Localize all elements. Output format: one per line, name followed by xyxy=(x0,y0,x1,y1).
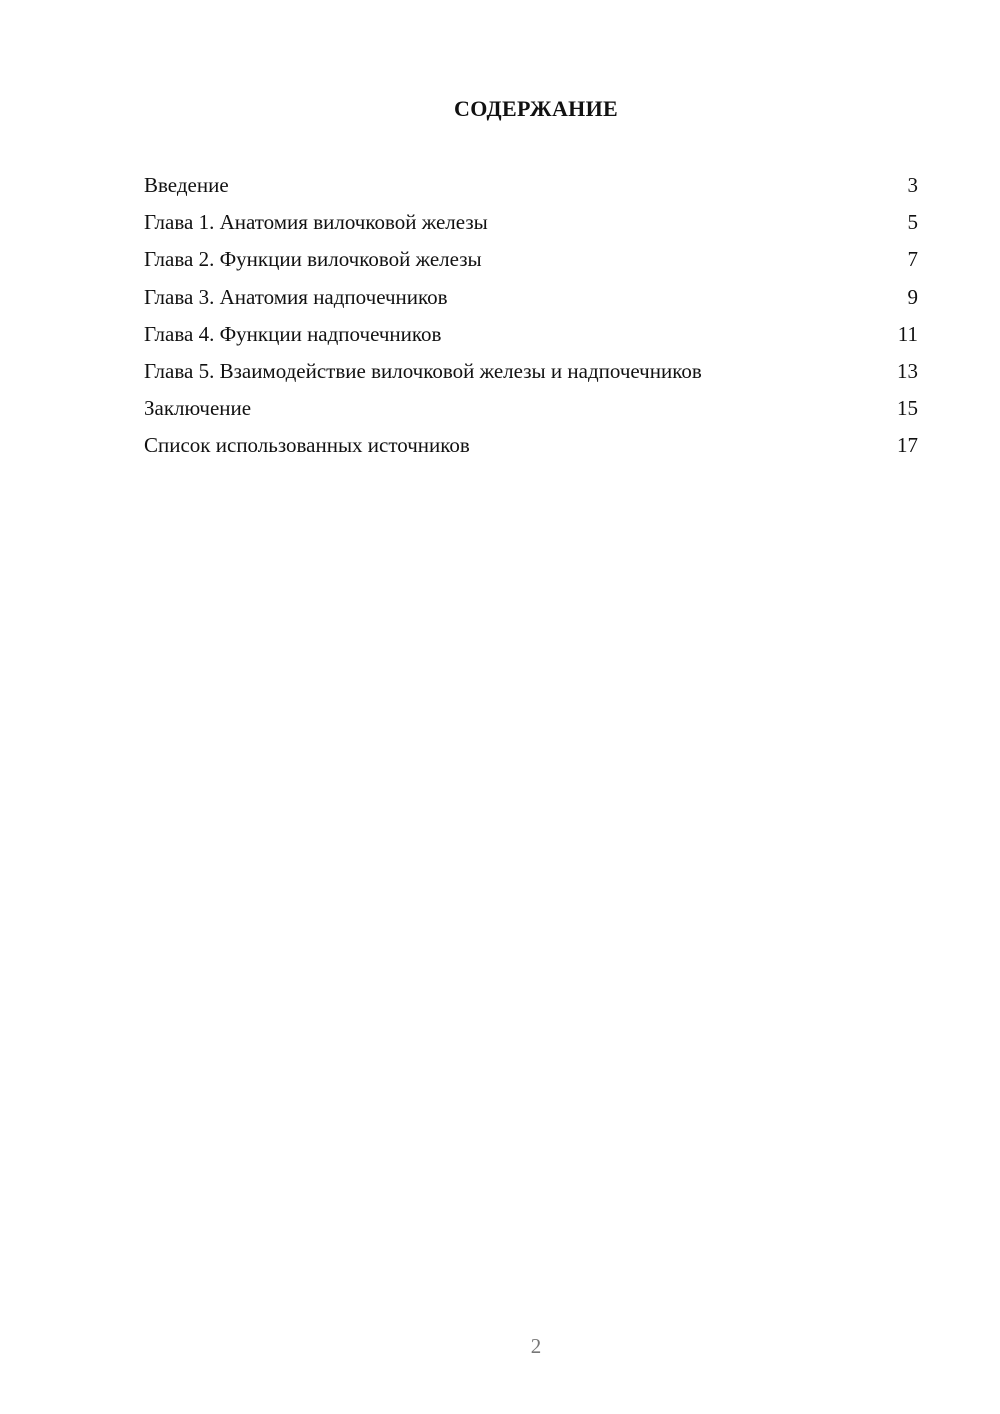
toc-entry-page-number: 5 xyxy=(907,210,918,235)
toc-entry-chapter-5 xyxy=(144,356,918,393)
toc-entry-title: Заключение xyxy=(144,396,252,421)
table-of-contents xyxy=(144,170,918,468)
toc-entry-title: Глава 3. Анатомия надпочечников xyxy=(144,284,448,309)
toc-entry-page-number: 13 xyxy=(897,358,918,383)
toc-entry-page-number: 7 xyxy=(907,247,918,272)
toc-entry-title: Введение xyxy=(144,173,229,197)
toc-entry-title: Глава 1. Анатомия вилочковой железы xyxy=(144,210,488,235)
toc-entry-page-number: 15 xyxy=(897,396,918,421)
toc-entry-page-number: 9 xyxy=(907,284,918,309)
toc-entry-title: Глава 2. Функции вилочковой железы xyxy=(144,247,482,272)
toc-entry-page-number: 3 xyxy=(907,173,918,197)
toc-entry-title: Список использованных источников xyxy=(144,433,470,458)
toc-entry-chapter-3 xyxy=(144,282,918,319)
toc-entry-chapter-4 xyxy=(144,319,918,356)
toc-entry-introduction xyxy=(144,170,918,207)
toc-entry-chapter-2 xyxy=(144,244,918,281)
toc-entry-conclusion xyxy=(144,393,918,430)
toc-entry-chapter-1 xyxy=(144,207,918,244)
page-number-footer: 2 xyxy=(530,1334,542,1358)
toc-entry-title: Глава 4. Функции надпочечников xyxy=(144,321,442,346)
page-title: СОДЕРЖАНИЕ xyxy=(454,96,618,121)
toc-entry-page-number: 11 xyxy=(897,321,918,346)
toc-entry-references xyxy=(144,430,918,467)
toc-entry-title: Глава 5. Взаимодействие вилочковой железы и надпочечников xyxy=(144,358,702,383)
toc-entry-page-number: 17 xyxy=(897,433,918,458)
